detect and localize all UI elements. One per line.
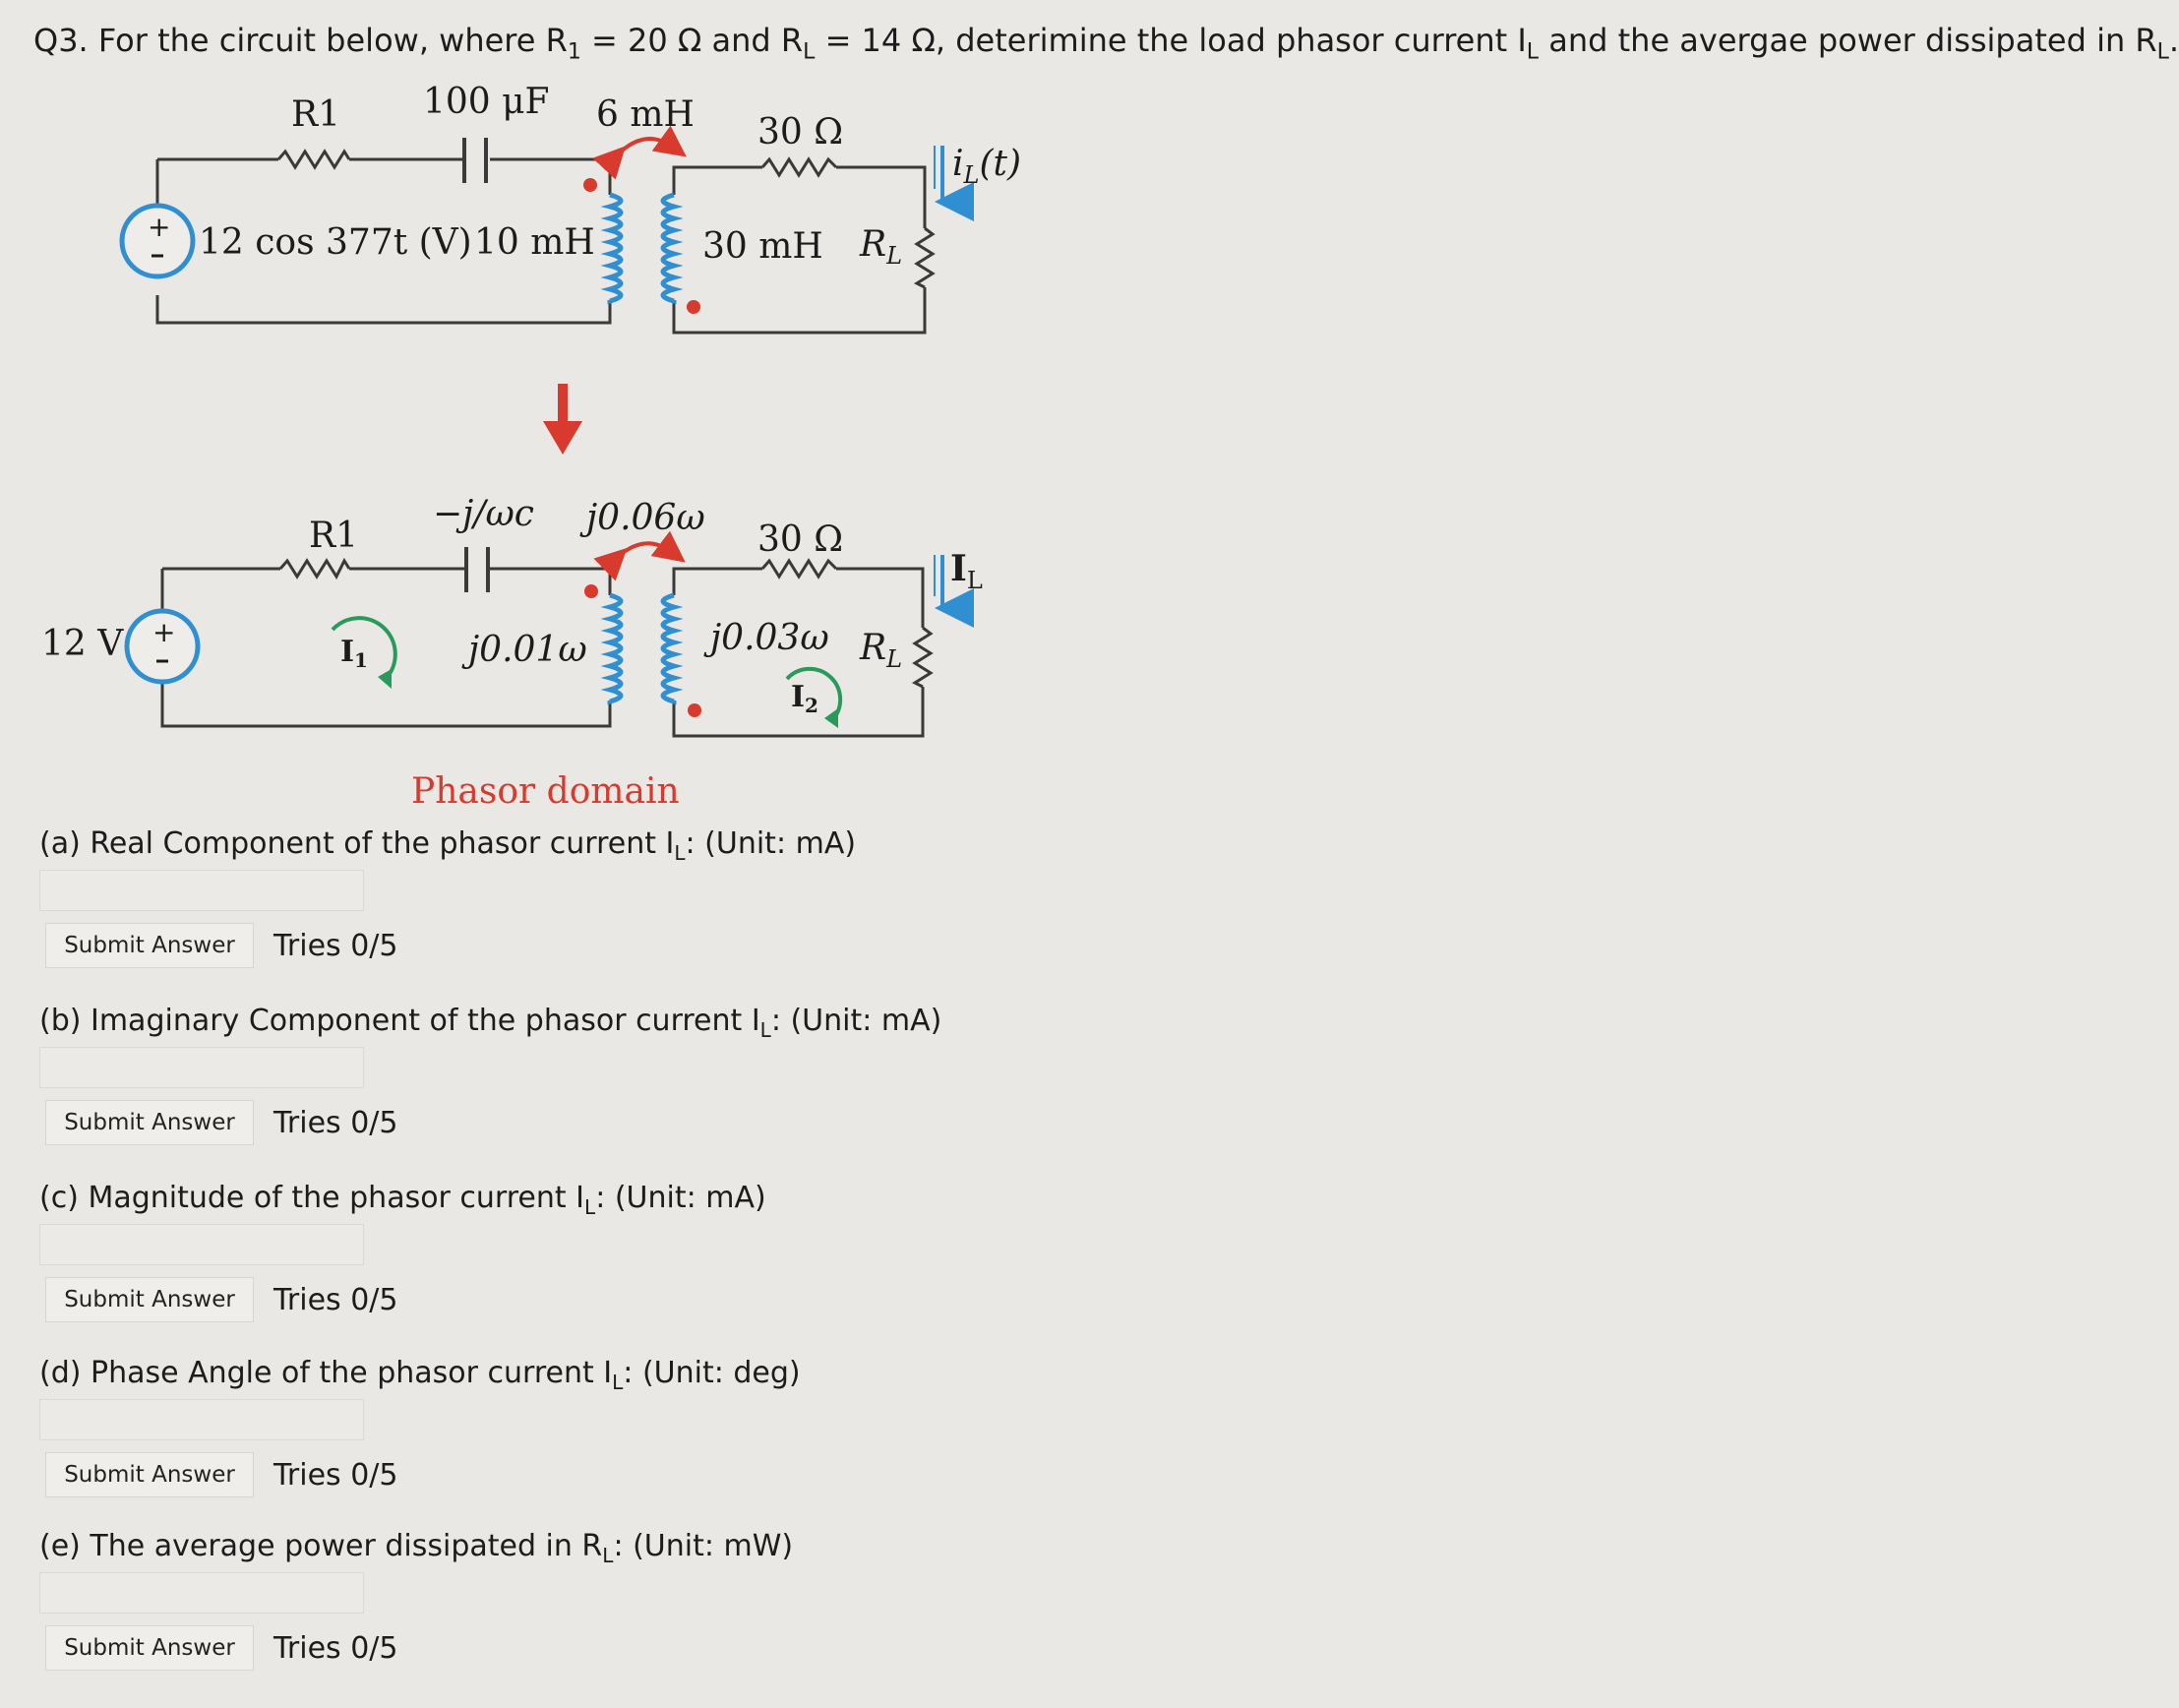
primary-inductor-phasor xyxy=(610,595,621,702)
current-label-phasor: $I_L$ xyxy=(950,548,983,594)
time-domain-circuit xyxy=(122,82,1021,333)
resistor-30-ohm xyxy=(762,159,836,175)
rl-label: $R_L$ xyxy=(860,224,903,270)
rl-label-phasor: $R_L$ xyxy=(860,628,903,673)
phasor-current-arrow-icon xyxy=(935,555,942,608)
voltage-source xyxy=(122,206,193,276)
secondary-dot-phasor xyxy=(688,703,701,717)
part-c-tries: Tries 0/5 xyxy=(273,1283,398,1317)
source-label: 12 cos 377t (V) xyxy=(199,222,472,263)
part-c-answer-input[interactable] xyxy=(39,1224,364,1265)
loop1-label: $I_1$ xyxy=(340,635,368,672)
mutual-coupling-arrow xyxy=(615,139,674,157)
svg-text:+: + xyxy=(148,211,171,243)
part-d-label: (d) Phase Angle of the phasor current $I_L$: (Unit: deg) xyxy=(39,1356,801,1394)
loop2-label: $I_2$ xyxy=(791,680,818,717)
part-a-answer-input[interactable] xyxy=(39,870,364,911)
l2-label: 30 mH xyxy=(702,226,823,267)
question-text: Q3. For the circuit below, where $R_1 = 20$ Ω and $R_L = 14$ Ω, deterimine the load phasor current $I_L$ and the avergae power dissipated in $R_L$. xyxy=(33,22,2179,65)
current-label: $i_L(t)$ xyxy=(952,144,1022,189)
voltage-source-phasor xyxy=(127,611,198,682)
capacitor-100uf xyxy=(464,138,486,183)
part-b-submit-button[interactable]: Submit Answer xyxy=(45,1100,254,1145)
part-a-tries: Tries 0/5 xyxy=(273,929,398,963)
r2-label-phasor: 30 Ω xyxy=(757,519,844,560)
l1-label: 10 mH xyxy=(474,222,595,263)
transform-arrow-icon xyxy=(543,384,582,455)
l2-label-phasor: j0.03ω xyxy=(710,618,829,658)
r1-resistor xyxy=(278,152,349,167)
part-e-tries: Tries 0/5 xyxy=(273,1631,398,1666)
r1-label-phasor: R1 xyxy=(309,516,359,556)
l1-label-phasor: j0.01ω xyxy=(468,630,587,670)
mutual-label-phasor: j0.06ω xyxy=(586,498,705,538)
part-b-tries: Tries 0/5 xyxy=(273,1106,398,1140)
svg-text:+: + xyxy=(152,616,176,648)
source-label-phasor: 12 V xyxy=(41,624,124,664)
part-e-label: (e) The average power dissipated in $R_L$: (Unit: mW) xyxy=(39,1529,794,1567)
part-b-answer-input[interactable] xyxy=(39,1047,364,1088)
capacitor-label: 100 μF xyxy=(423,82,550,122)
primary-dot xyxy=(583,178,597,192)
part-d xyxy=(0,1356,1180,1533)
mutual-label: 6 mH xyxy=(596,94,695,135)
r1-resistor-phasor xyxy=(280,561,349,577)
part-d-submit-button[interactable]: Submit Answer xyxy=(45,1452,254,1497)
secondary-inductor-phasor xyxy=(663,595,674,702)
part-d-answer-input[interactable] xyxy=(39,1399,364,1440)
capacitor-phasor xyxy=(466,547,488,592)
phasor-domain-circuit xyxy=(41,494,983,812)
current-arrow-icon xyxy=(935,146,942,202)
rl-resistor-phasor xyxy=(915,628,931,687)
primary-dot-phasor xyxy=(584,584,598,598)
mutual-coupling-arrow-phasor xyxy=(616,543,673,559)
part-b-label: (b) Imaginary Component of the phasor current $I_L$: (Unit: mA) xyxy=(39,1004,942,1042)
part-a-label: (a) Real Component of the phasor current $I_L$: (Unit: mA) xyxy=(39,826,857,865)
circuit-diagram xyxy=(0,0,2125,866)
part-c-submit-button[interactable]: Submit Answer xyxy=(45,1277,254,1322)
part-a-submit-button[interactable]: Submit Answer xyxy=(45,923,254,968)
capacitor-label-phasor: −j/ωc xyxy=(433,494,534,534)
resistor-30-ohm-phasor xyxy=(762,561,836,577)
rl-resistor xyxy=(917,228,933,287)
part-e-answer-input[interactable] xyxy=(39,1572,364,1614)
part-e-submit-button[interactable]: Submit Answer xyxy=(45,1625,254,1671)
primary-inductor xyxy=(610,195,621,301)
secondary-dot xyxy=(687,300,700,314)
part-d-tries: Tries 0/5 xyxy=(273,1458,398,1493)
part-b xyxy=(0,1004,1180,1181)
r1-label: R1 xyxy=(291,94,341,135)
secondary-inductor xyxy=(663,195,674,301)
r2-label: 30 Ω xyxy=(757,112,844,152)
part-c-label: (c) Magnitude of the phasor current $I_L$: (Unit: mA) xyxy=(39,1181,766,1219)
part-c xyxy=(0,1181,1180,1358)
phasor-domain-caption: Phasor domain xyxy=(411,771,680,812)
part-e xyxy=(0,1529,1180,1706)
part-a xyxy=(0,826,1180,1004)
